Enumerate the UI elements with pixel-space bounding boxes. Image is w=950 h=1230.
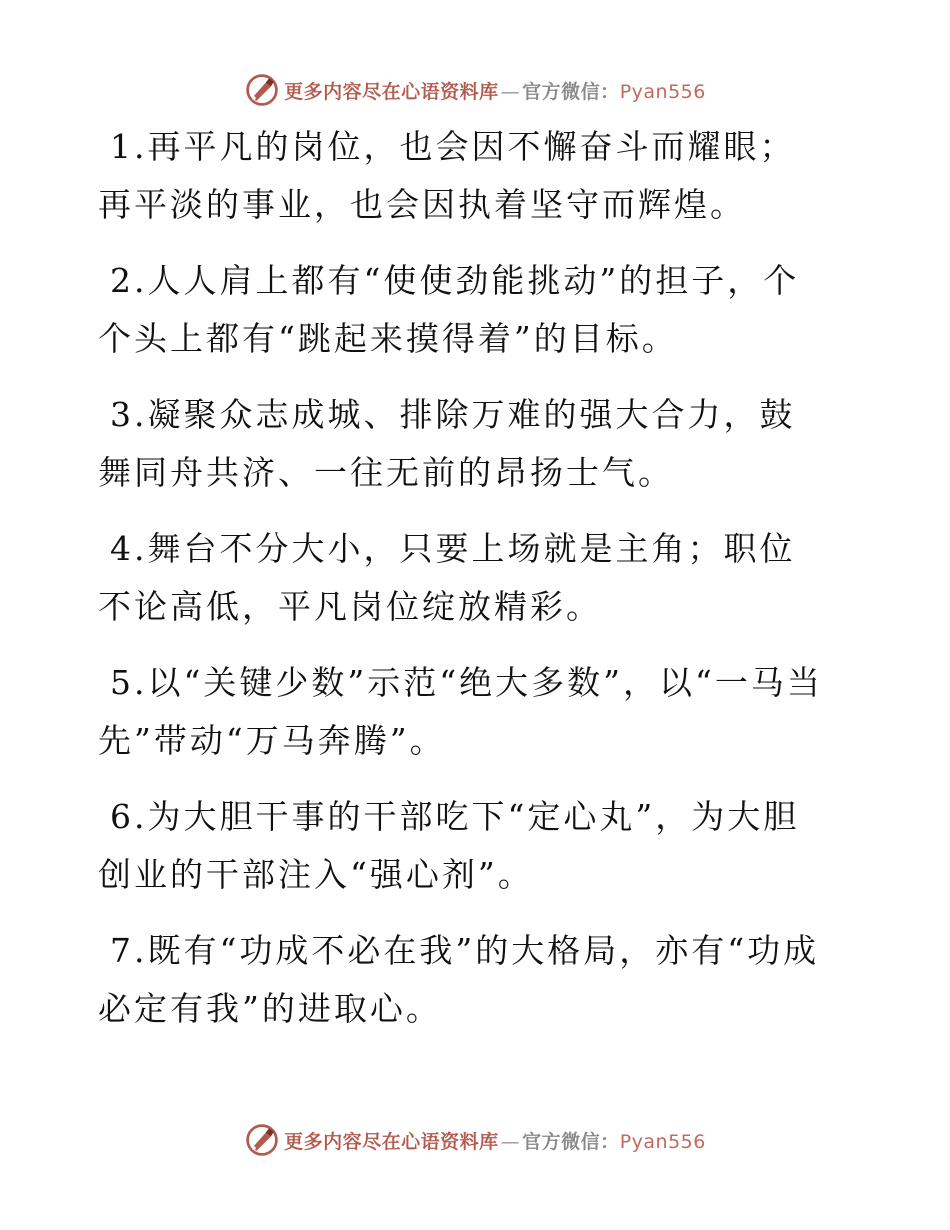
document-body	[98, 118, 828, 1056]
watermark-id: Pyan556	[619, 80, 706, 103]
watermark-main-text: 更多内容尽在心语资料库	[284, 80, 499, 103]
watermark-id: Pyan556	[619, 1130, 706, 1153]
pen-nib-logo-icon	[244, 72, 280, 108]
watermark-separator: —	[500, 1130, 521, 1153]
list-item-4: 4.舞台不分大小，只要上场就是主角；职位不论高低，平凡岗位绽放精彩。	[98, 529, 796, 626]
list-item-1: 1.再平凡的岗位，也会因不懈奋斗而耀眼；再平淡的事业，也会因执着坚守而辉煌。	[98, 127, 796, 224]
watermark-main-text: 更多内容尽在心语资料库	[284, 1130, 499, 1153]
watermark-text	[284, 1127, 706, 1154]
watermark-label: 官方微信：	[522, 1130, 620, 1153]
list-item-5: 5.以“关键少数”示范“绝大多数”，以“一马当先”带动“万马奔腾”。	[98, 663, 823, 760]
pen-nib-logo-icon	[244, 1122, 280, 1158]
watermark-label: 官方微信：	[522, 80, 620, 103]
watermark-text	[284, 77, 706, 104]
list-item-2: 2.人人肩上都有“使使劲能挑动”的担子，个个头上都有“跳起来摸得着”的目标。	[98, 261, 800, 358]
list-item-7: 7.既有“功成不必在我”的大格局，亦有“功成必定有我”的进取心。	[98, 931, 820, 1028]
list-item-6: 6.为大胆干事的干部吃下“定心丸”，为大胆创业的干部注入“强心剂”。	[98, 797, 800, 894]
list-item-3: 3.凝聚众志成城、排除万难的强大合力，鼓舞同舟共济、一往无前的昂扬士气。	[98, 395, 796, 492]
watermark-separator: —	[500, 80, 521, 103]
header-watermark	[0, 70, 950, 110]
footer-watermark	[0, 1120, 950, 1160]
